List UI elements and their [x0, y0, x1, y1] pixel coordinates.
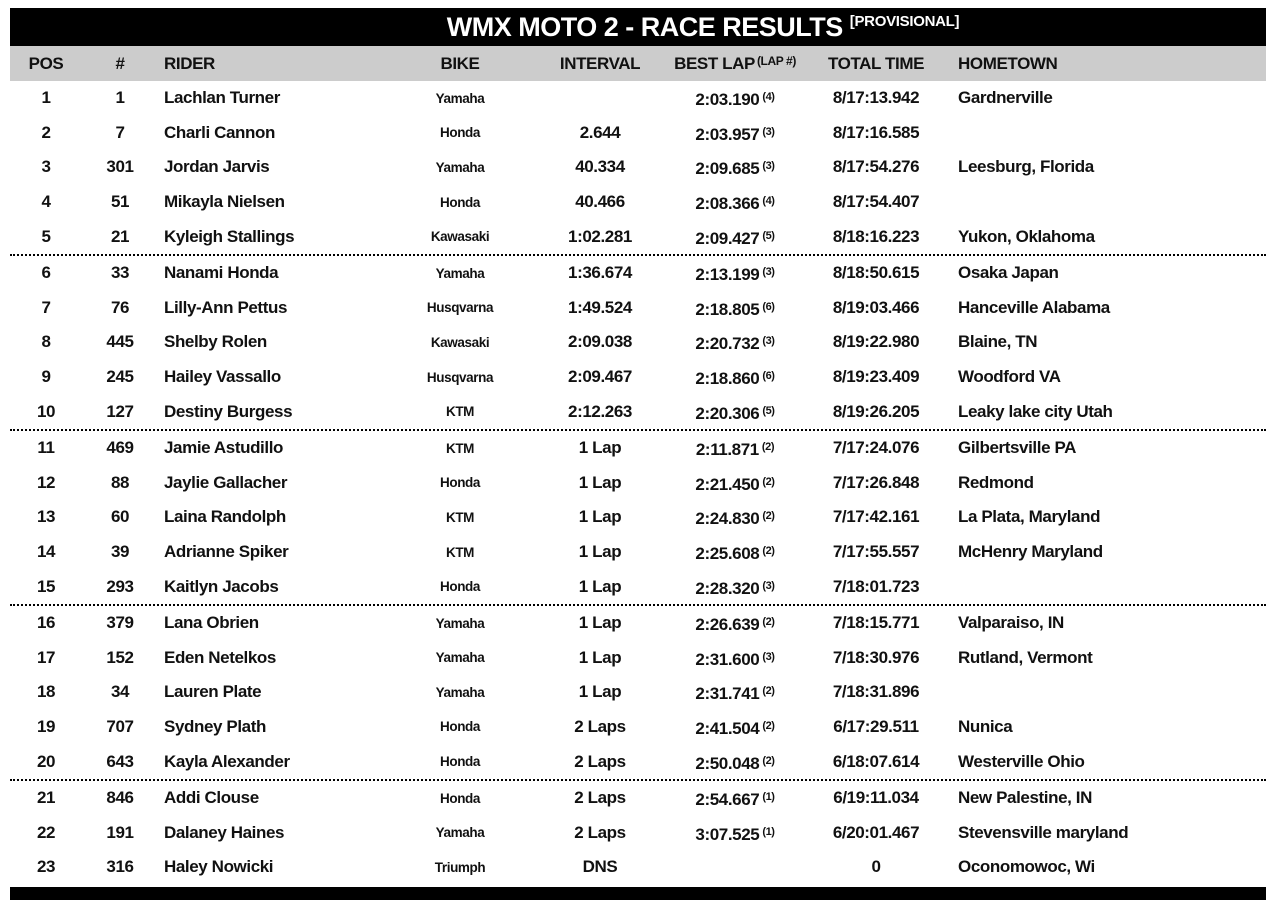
column-header-number: # [115, 53, 125, 73]
table-row [10, 535, 1266, 570]
cell-hometown: Redmond [958, 472, 1034, 492]
cell-best-lap [670, 650, 800, 670]
cell-total-time: 7/18:31.896 [832, 682, 920, 702]
best-lap-time: 2:54.667 [695, 790, 760, 810]
cell-interval: 2:09.467 [568, 367, 632, 387]
cell-total-time: 8/17:13.942 [832, 88, 920, 108]
cell-number: 88 [110, 472, 130, 492]
cell-rider: Nanami Honda [164, 263, 279, 283]
cell-total-time: 7/18:15.771 [832, 613, 920, 633]
best-lap-number: (2) [762, 510, 775, 523]
table-row [10, 675, 1266, 710]
cell-total-time: 6/20:01.467 [832, 822, 920, 842]
cell-bike: Honda [440, 579, 480, 595]
best-lap-number: (1) [762, 791, 775, 804]
table-row [10, 291, 1266, 326]
best-lap-number: (5) [762, 229, 775, 242]
best-lap-time: 2:31.600 [695, 649, 760, 669]
best-lap-time: 2:03.190 [695, 90, 760, 110]
cell-number: 21 [110, 226, 130, 246]
cell-bike: Yamaha [435, 615, 485, 631]
cell-rider: Haley Nowicki [164, 857, 274, 877]
best-lap-number: (3) [762, 160, 775, 173]
cell-number: 60 [110, 507, 130, 527]
cell-bike: Yamaha [435, 265, 485, 281]
best-lap-number: (6) [762, 300, 775, 313]
best-lap-time: 2:18.860 [695, 369, 760, 389]
best-lap-number: (3) [762, 266, 775, 279]
cell-best-lap [670, 544, 800, 564]
column-header-pos: POS [28, 53, 64, 73]
best-lap-number: (1) [762, 825, 775, 838]
cell-interval: 1 Lap [578, 507, 622, 527]
column-header-best-lap: BEST LAP $^{(LAP \#)}$ [674, 53, 796, 73]
cell-total-time: 7/18:01.723 [832, 576, 920, 596]
cell-pos: 3 [41, 157, 51, 177]
best-lap-time: 2:13.199 [695, 265, 760, 285]
table-row [10, 641, 1266, 676]
cell-hometown: Leesburg, Florida [958, 157, 1094, 177]
cell-interval: 2:09.038 [568, 332, 632, 352]
cell-rider: Jaylie Gallacher [164, 472, 288, 492]
best-lap-time: 2:26.639 [695, 615, 760, 635]
cell-hometown: Stevensville maryland [958, 822, 1129, 842]
cell-number: 316 [106, 857, 134, 877]
cell-total-time: 7/17:26.848 [832, 472, 920, 492]
cell-interval: 2 Laps [574, 716, 626, 736]
table-row [10, 500, 1266, 535]
cell-interval: 1 Lap [578, 438, 622, 458]
best-lap-number: (2) [762, 475, 775, 488]
cell-rider: Lilly-Ann Pettus [164, 297, 287, 317]
cell-hometown: La Plata, Maryland [958, 507, 1101, 527]
cell-pos: 1 [41, 88, 51, 108]
cell-bike: Honda [440, 790, 480, 806]
cell-bike: Husqvarna [426, 369, 494, 385]
best-lap-time: 2:11.871 [695, 440, 759, 460]
cell-interval: 2 Laps [574, 788, 626, 808]
cell-total-time: 6/19:11.034 [833, 788, 919, 808]
results-table [10, 81, 1266, 885]
cell-pos: 12 [36, 472, 56, 492]
best-lap-number: (5) [762, 404, 775, 417]
cell-pos: 8 [41, 332, 51, 352]
cell-hometown: New Palestine, IN [958, 788, 1092, 808]
best-lap-time: 2:41.504 [695, 718, 760, 738]
best-lap-number: (4) [762, 91, 775, 104]
cell-best-lap [670, 475, 800, 495]
cell-rider: Jamie Astudillo [164, 438, 284, 458]
cell-number: 846 [106, 788, 134, 808]
best-lap-number: (3) [762, 125, 775, 138]
cell-hometown: Oconomowoc, Wi [958, 857, 1095, 877]
cell-best-lap [670, 509, 800, 529]
table-row [10, 81, 1266, 116]
cell-total-time: 8/17:54.276 [832, 157, 920, 177]
best-lap-time: 2:50.048 [695, 753, 760, 773]
cell-pos: 18 [36, 682, 56, 702]
cell-best-lap [670, 90, 800, 110]
cell-bike: Honda [440, 475, 480, 491]
cell-interval: 1 Lap [578, 542, 622, 562]
table-row [10, 431, 1266, 466]
cell-bike: KTM [445, 544, 475, 560]
column-header-bike: BIKE [440, 53, 480, 73]
cell-pos: 22 [36, 822, 56, 842]
cell-hometown: Westerville Ohio [958, 751, 1085, 771]
best-lap-time: 2:24.830 [695, 509, 760, 529]
cell-total-time: 8/19:22.980 [832, 332, 920, 352]
cell-interval: 2:12.263 [568, 401, 632, 421]
cell-number: 191 [106, 822, 134, 842]
cell-rider: Jordan Jarvis [164, 157, 270, 177]
cell-rider: Eden Netelkos [164, 647, 276, 667]
cell-hometown: Woodford VA [958, 367, 1061, 387]
cell-number: 643 [106, 751, 134, 771]
cell-total-time: 8/19:23.409 [832, 367, 920, 387]
table-header [10, 46, 1266, 81]
cell-best-lap [670, 229, 800, 249]
cell-best-lap [670, 579, 800, 599]
cell-best-lap [670, 334, 800, 354]
cell-number: 301 [106, 157, 134, 177]
table-row [10, 710, 1266, 745]
cell-hometown: Nunica [958, 716, 1013, 736]
cell-pos: 20 [36, 751, 56, 771]
cell-interval: 1:49.524 [568, 297, 632, 317]
cell-rider: Kaitlyn Jacobs [164, 576, 279, 596]
cell-best-lap [670, 615, 800, 635]
cell-bike: Yamaha [435, 825, 485, 841]
cell-hometown: Rutland, Vermont [958, 647, 1093, 667]
best-lap-number: (3) [762, 650, 775, 663]
cell-rider: Mikayla Nielsen [164, 192, 285, 212]
table-row [10, 815, 1266, 850]
cell-number: 469 [106, 438, 134, 458]
cell-pos: 10 [36, 401, 56, 421]
cell-rider: Addi Clouse [164, 788, 259, 808]
table-row [10, 394, 1266, 431]
cell-number: 76 [110, 297, 130, 317]
best-lap-time: 2:03.957 [695, 124, 760, 144]
title-bar [10, 8, 1266, 46]
cell-total-time: 6/17:29.511 [833, 716, 919, 736]
cell-rider: Adrianne Spiker [164, 542, 289, 562]
best-lap-number: (3) [762, 335, 775, 348]
table-row [10, 569, 1266, 606]
cell-pos: 13 [36, 507, 56, 527]
cell-best-lap [670, 159, 800, 179]
best-lap-time: 2:25.608 [695, 544, 760, 564]
cell-bike: Triumph [434, 859, 486, 875]
cell-hometown: Yukon, Oklahoma [958, 226, 1095, 246]
best-lap-time: 2:09.685 [695, 159, 760, 179]
cell-interval: 1:36.674 [568, 263, 632, 283]
table-row [10, 744, 1266, 781]
cell-interval: 1 Lap [578, 472, 622, 492]
cell-number: 245 [106, 367, 134, 387]
cell-interval: DNS [582, 857, 618, 877]
best-lap-time: 2:31.741 [695, 684, 760, 704]
cell-total-time: 6/18:07.614 [832, 751, 920, 771]
best-lap-time: 2:18.805 [695, 299, 760, 319]
cell-number: 293 [106, 576, 134, 596]
cell-interval: 1 Lap [578, 647, 622, 667]
cell-total-time: 8/19:03.466 [832, 297, 920, 317]
best-lap-time: 2:28.320 [695, 578, 760, 598]
cell-pos: 9 [41, 367, 51, 387]
cell-number: 379 [106, 613, 134, 633]
cell-best-lap [670, 369, 800, 389]
cell-number: 127 [106, 401, 134, 421]
table-row [10, 116, 1266, 151]
cell-best-lap [670, 790, 800, 810]
cell-rider: Kyleigh Stallings [164, 226, 295, 246]
cell-pos: 16 [36, 613, 56, 633]
cell-bike: Honda [440, 754, 480, 770]
cell-bike: KTM [445, 404, 475, 420]
cell-hometown: Valparaiso, IN [958, 613, 1064, 633]
cell-total-time: 8/17:16.585 [832, 122, 920, 142]
best-lap-time: 2:21.450 [695, 474, 760, 494]
column-header-rider: RIDER [164, 53, 215, 73]
cell-best-lap [670, 404, 800, 424]
table-row [10, 219, 1266, 256]
cell-interval: 2 Laps [574, 751, 626, 771]
cell-bike: Yamaha [435, 159, 485, 175]
cell-hometown: Gilbertsville PA [958, 438, 1076, 458]
cell-interval: 1 Lap [578, 682, 622, 702]
table-row [10, 325, 1266, 360]
cell-pos: 23 [36, 857, 56, 877]
cell-bike: Husqvarna [426, 300, 494, 316]
cell-bike: KTM [445, 509, 475, 525]
best-lap-number: (2) [762, 754, 775, 767]
best-lap-time: 2:20.306 [695, 403, 760, 423]
cell-total-time: 8/18:50.615 [832, 263, 920, 283]
cell-pos: 6 [41, 263, 51, 283]
table-row [10, 466, 1266, 501]
cell-pos: 2 [41, 122, 51, 142]
cell-total-time: 8/18:16.223 [832, 226, 920, 246]
cell-bike: Honda [440, 125, 480, 141]
best-lap-number: (2) [762, 545, 775, 558]
cell-rider: Charli Cannon [164, 122, 275, 142]
cell-hometown: Osaka Japan [958, 263, 1059, 283]
cell-interval: 2.644 [579, 122, 621, 142]
cell-total-time: 0 [871, 857, 881, 877]
cell-number: 34 [110, 682, 130, 702]
best-lap-number: (3) [762, 579, 775, 592]
cell-total-time: 8/17:54.407 [832, 192, 920, 212]
cell-best-lap [670, 684, 800, 704]
best-lap-time: 3:07.525 [695, 824, 760, 844]
best-lap-number: (4) [762, 195, 775, 208]
cell-interval: 1:02.281 [568, 226, 632, 246]
cell-interval: 1 Lap [578, 613, 622, 633]
cell-best-lap [670, 300, 800, 320]
bottom-rule [10, 887, 1266, 900]
cell-bike: KTM [445, 440, 475, 456]
cell-best-lap [670, 440, 800, 460]
cell-pos: 14 [36, 542, 56, 562]
cell-pos: 5 [41, 226, 51, 246]
table-row [10, 606, 1266, 641]
cell-number: 707 [106, 716, 134, 736]
cell-hometown: Gardnerville [958, 88, 1053, 108]
cell-best-lap [670, 719, 800, 739]
cell-pos: 17 [36, 647, 56, 667]
column-header-interval: INTERVAL [559, 53, 641, 73]
cell-rider: Lachlan Turner [164, 88, 280, 108]
cell-pos: 11 [37, 438, 55, 458]
cell-bike: Yamaha [435, 650, 485, 666]
cell-rider: Dalaney Haines [164, 822, 285, 842]
cell-number: 445 [106, 332, 134, 352]
cell-total-time: 7/17:42.161 [832, 507, 920, 527]
cell-best-lap [670, 194, 800, 214]
cell-interval: 1 Lap [578, 576, 622, 596]
cell-best-lap [670, 754, 800, 774]
cell-pos: 7 [41, 297, 51, 317]
table-row [10, 360, 1266, 395]
cell-best-lap [670, 265, 800, 285]
cell-hometown: Blaine, TN [958, 332, 1038, 352]
cell-interval: 40.334 [575, 157, 625, 177]
cell-bike: Honda [440, 194, 480, 210]
best-lap-number: (2) [761, 441, 775, 454]
cell-number: 7 [115, 122, 125, 142]
cell-bike: Yamaha [435, 90, 485, 106]
cell-number: 1 [115, 88, 125, 108]
cell-bike: Honda [440, 719, 480, 735]
cell-total-time: 7/17:24.076 [832, 438, 920, 458]
best-lap-number: (2) [762, 616, 775, 629]
table-row [10, 850, 1266, 885]
column-header-hometown: HOMETOWN [958, 53, 1058, 73]
cell-bike: Kawasaki [430, 334, 490, 350]
cell-rider: Kayla Alexander [164, 751, 290, 771]
cell-rider: Hailey Vassallo [164, 367, 281, 387]
cell-rider: Sydney Plath [164, 716, 266, 736]
cell-rider: Laina Randolph [164, 507, 286, 527]
lap-number-sup-label: (LAP #) [756, 53, 796, 68]
cell-pos: 21 [36, 788, 56, 808]
table-row [10, 256, 1266, 291]
provisional-tag: [PROVISIONAL] [849, 12, 960, 30]
cell-total-time: 7/18:30.976 [832, 647, 920, 667]
cell-rider: Lauren Plate [164, 682, 262, 702]
cell-pos: 19 [36, 716, 56, 736]
table-row [10, 781, 1266, 816]
cell-pos: 4 [41, 192, 51, 212]
best-lap-time: 2:08.366 [695, 194, 760, 214]
cell-hometown: Leaky lake city Utah [958, 401, 1113, 421]
cell-pos: 15 [36, 576, 56, 596]
best-lap-number: (2) [762, 719, 775, 732]
cell-rider: Lana Obrien [164, 613, 259, 633]
cell-rider: Destiny Burgess [164, 401, 293, 421]
cell-number: 51 [110, 192, 130, 212]
cell-best-lap [670, 859, 800, 879]
cell-number: 39 [110, 542, 130, 562]
cell-total-time: 7/17:55.557 [832, 542, 920, 562]
cell-hometown: McHenry Maryland [958, 542, 1103, 562]
best-lap-number: (2) [762, 685, 775, 698]
best-lap-time: 2:20.732 [695, 334, 760, 354]
cell-rider: Shelby Rolen [164, 332, 267, 352]
cell-total-time: 8/19:26.205 [832, 401, 920, 421]
best-lap-time: 2:09.427 [695, 228, 760, 248]
cell-best-lap [670, 125, 800, 145]
page-title: WMX MOTO 2 - RACE RESULTS [446, 11, 843, 42]
cell-number: 152 [106, 647, 134, 667]
cell-number: 33 [110, 263, 130, 283]
cell-hometown: Hanceville Alabama [958, 297, 1110, 317]
cell-interval: 40.466 [575, 192, 625, 212]
best-lap-number: (6) [762, 370, 775, 383]
cell-bike: Yamaha [435, 684, 485, 700]
table-row [10, 150, 1266, 185]
table-row [10, 185, 1266, 220]
cell-bike: Kawasaki [430, 229, 490, 245]
cell-interval: 2 Laps [574, 822, 626, 842]
cell-best-lap [670, 825, 800, 845]
column-header-total-time: TOTAL TIME [827, 53, 925, 73]
